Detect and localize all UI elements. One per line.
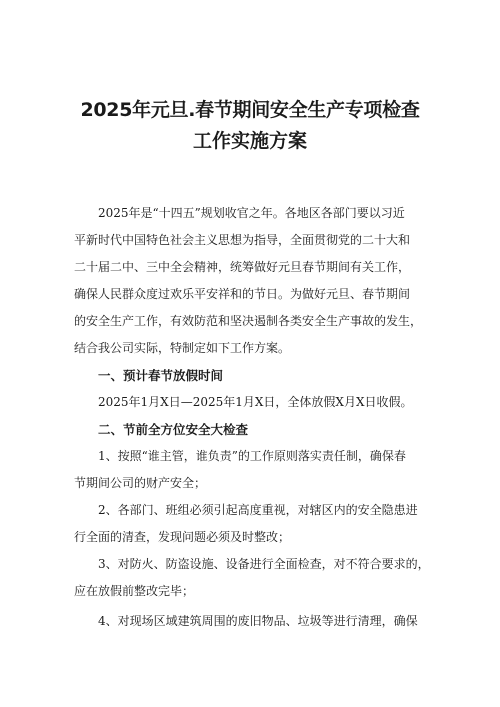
document-title: 2025年元旦.春节期间安全生产专项检查 [80,99,420,121]
intro-line: 的安全生产工作，有效防范和坚决遏制各类安全生产事故的发生， [74,314,423,328]
list-item-line: 3、对防火、防盗设施、设备进行全面检查，对不符合要求的， [98,557,430,571]
list-item-line: 行全面的清查，发现问题必须及时整改； [74,530,291,544]
list-item-line: 1、按照“谁主管，谁负责”的工作原则落实责任制，确保春 [98,449,406,463]
list-item-line: 节期间公司的财产安全； [74,476,207,490]
intro-line: 确保人民群众度过欢乐平安祥和的节日。为做好元旦、春节期间 [74,287,411,301]
intro-line: 二十届二中、三中全会精神，统筹做好元旦春节期间有关工作， [74,260,411,274]
intro-line: 2025年是“十四五”规划收官之年。各地区各部门要以习近 [98,206,405,220]
intro-line: 结合我公司实际，特制定如下工作方案。 [74,341,291,355]
list-item-line: 4、对现场区域建筑周围的废旧物品、垃圾等进行清理，确保 [98,614,418,628]
holiday-text: 2025年1月X日—2025年1月X日，全体放假X月X日收假。 [98,395,413,409]
section-heading: 一、预计春节放假时间 [98,368,224,383]
intro-line: 平新时代中国特色社会主义思想为指导，全面贯彻党的二十大和 [74,233,411,247]
document-subtitle: 工作实施方案 [192,130,307,152]
list-item-line: 应在放假前整改完毕； [74,584,195,598]
list-item-line: 2、各部门、班组必须引起高度重视，对辖区内的安全隐患进 [98,503,418,517]
section-heading: 二、节前全方位安全大检查 [98,422,249,437]
